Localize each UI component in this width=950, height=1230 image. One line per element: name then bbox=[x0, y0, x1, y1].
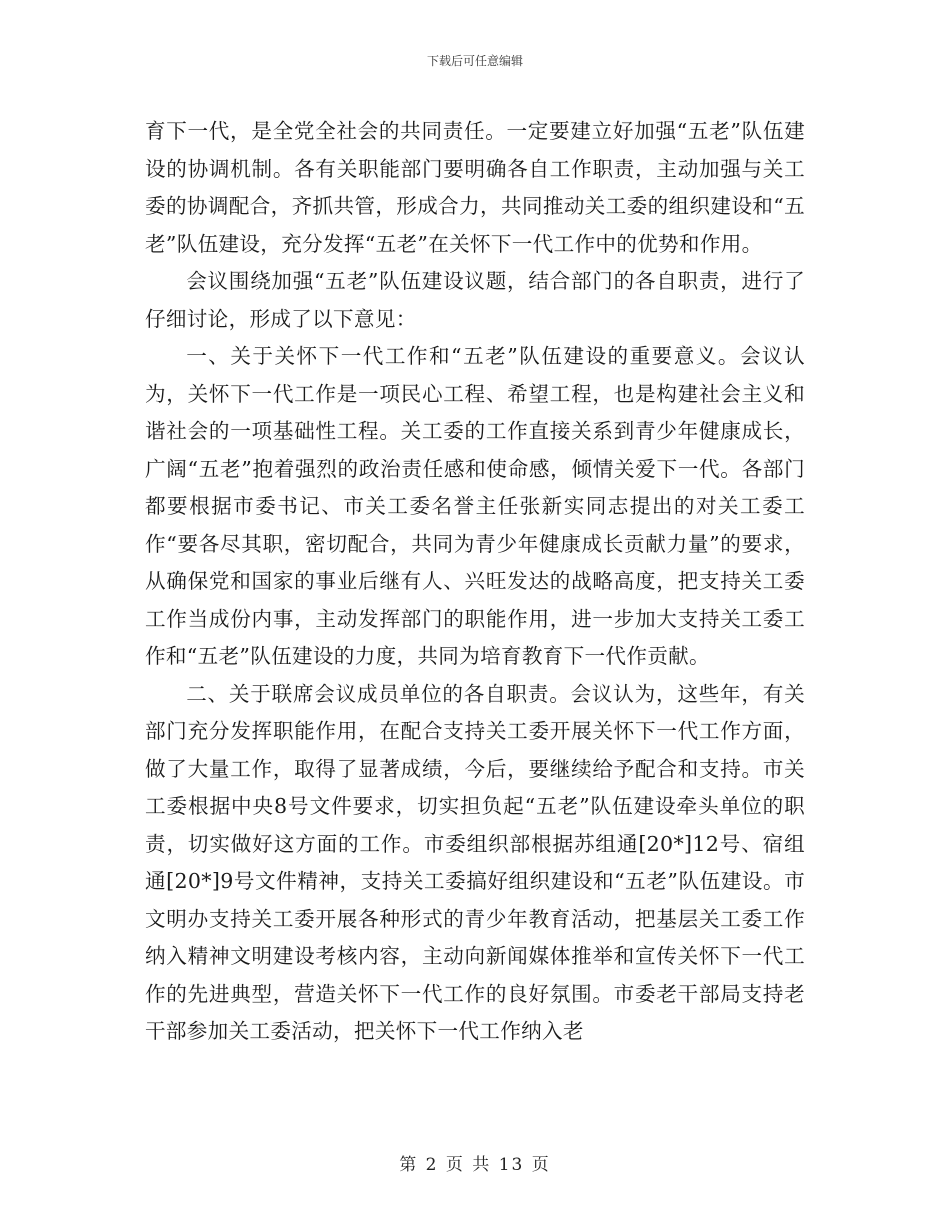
page-number-footer: 第 2 页 共 13 页 bbox=[399, 1155, 551, 1175]
page-header: 下载后可任意编辑 bbox=[426, 54, 523, 68]
paragraph: 育下一代，是全党全社会的共同责任。一定要建立好加强“五老”队伍建设的协调机制。各有关职能部门要明确各自工作职责，主动加强与关工委的协调配合，齐抓共管，形成合力，共同推动关工委的组织建设和“五老”队伍建设，充分发挥“五老”在关怀下一代工作中的优势和作用。 bbox=[145, 119, 805, 256]
paragraph: 一、关于关怀下一代工作和“五老”队伍建设的重要意义。会议认为，关怀下一代工作是一项民心工程、希望工程，也是构建社会主义和谐社会的一项基础性工程。关工委的工作直接关系到青少年健康成长，广阔“五老”抱着强烈的政治责任感和使命感，倾情关爱下一代。各部门都要根据市委书记、市关工委名誉主任张新实同志提出的对关工委工作“要各尽其职，密切配合，共同为青少年健康成长贡献力量”的要求，从确保党和国家的事业后继有人、兴旺发达的战略高度，把支持关工委工作当成份内事，主动发挥部门的职能作用，进一步加大支持关工委工作和“五老”队伍建设的力度，共同为培育教育下一代作贡献。 bbox=[145, 344, 805, 668]
document-body bbox=[145, 113, 805, 1051]
paragraph: 会议围绕加强“五老”队伍建设议题，结合部门的各自职责，进行了仔细讨论，形成了以下意见： bbox=[145, 269, 805, 331]
paragraph: 二、关于联席会议成员单位的各自职责。会议认为，这些年，有关部门充分发挥职能作用，在配合支持关工委开展关怀下一代工作方面，做了大量工作，取得了显著成绩，今后，要继续给予配合和支持。市关工委根据中央8号文件要求，切实担负起“五老”队伍建设牵头单位的职责，切实做好这方面的工作。市委组织部根据苏组通[20*]12号、宿组通[20*]9号文件精神，支持关工委搞好组织建设和“五老”队伍建设。市文明办支持关工委开展各种形式的青少年教育活动，把基层关工委工作纳入精神文明建设考核内容，主动向新闻媒体推举和宣传关怀下一代工作的先进典型，营造关怀下一代工作的良好氛围。市委老干部局支持老干部参加关工委活动，把关怀下一代工作纳入老 bbox=[145, 681, 805, 1043]
